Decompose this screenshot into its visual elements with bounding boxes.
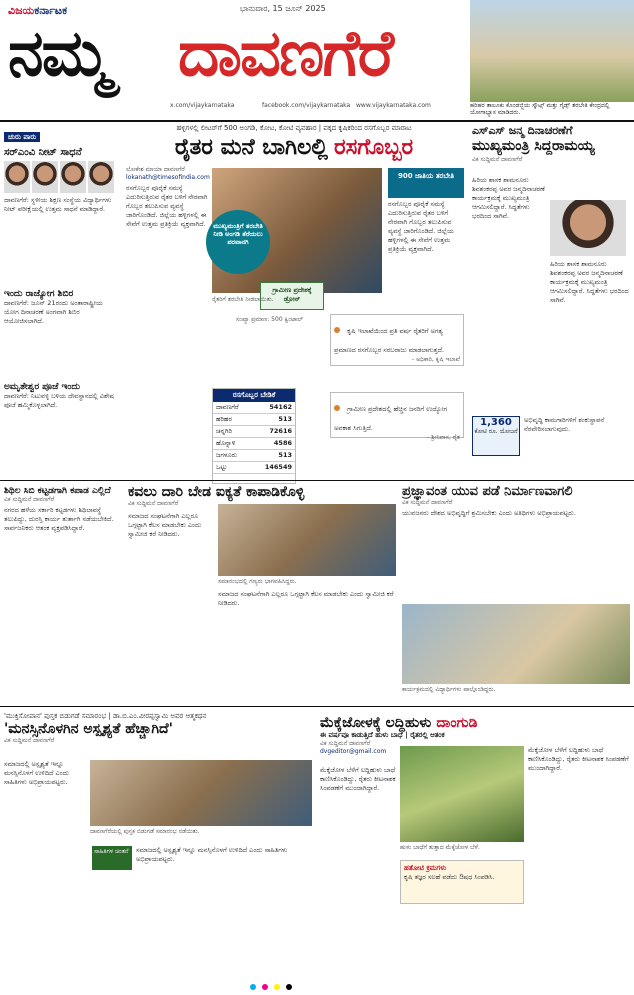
mid-right-caption: ಕಾರ್ಯಕ್ರಮದಲ್ಲಿ ವಿದ್ಯಾರ್ಥಿಗಳು ಪಾಲ್ಗೊಂಡಿದ್ದರು.: [402, 686, 496, 693]
mid-right-body: ಯುವಜನರು ದೇಶದ ಅಭಿವೃದ್ಧಿಗೆ ಶ್ರಮಿಸಬೇಕು ಎಂದು ಅತಿಥಿಗಳು ಅಭಿಪ್ರಾಯಪಟ್ಟರು.: [402, 509, 576, 517]
quote-1-text: ಕೃಷಿ ಇಲಾಖೆಯಿಂದ ಪ್ರತಿ ವರ್ಷ ರೈತರಿಗೆ ಅಗತ್ಯ ಪ್ರಮಾಣದ ರಸಗೊಬ್ಬರ ಸರಬರಾಜು ಮಾಡಲಾಗುತ್ತದೆ.: [334, 327, 445, 354]
mid-center-headline: ಕವಲು ದಾರಿ ಬೇಡ ಐಕ್ಯತೆ ಕಾಪಾಡಿಕೊಳ್ಳಿ: [128, 484, 305, 500]
row-value: 72616: [269, 427, 292, 435]
lead-body: ರಸಗೊಬ್ಬರ ಪೂರೈಕೆ ಸಮಸ್ಯೆ ಎದುರಿಸುತ್ತಿರುವ ರೈತರ ಬಳಿಗೆ ನೇರವಾಗಿ ಗೊಬ್ಬರ ತಲುಪಿಸುವ ವ್ಯವಸ್ಥೆ ಜಾರಿಗೊಂಡಿದೆ. ಜಿಲ್ಲೆಯ ಹಳ್ಳಿಗಳಲ್ಲಿ ಈ ಸೇವೆಗೆ ಉತ್ತಮ ಪ್ರತಿಕ್ರಿಯೆ ವ್ಯಕ್ತವಾಗಿದೆ.: [126, 184, 208, 228]
lead-byline: ಲೋಕೇಶ ಮಾಯಾ ದಾವಣಗೆರೆ: [126, 166, 185, 173]
right-body-2: ಹಿರಿಯ ಶಾಸಕ ಶಾಮನೂರು ಶಿವಶಂಕರಪ್ಪ ಅವರ ಜನ್ಮದಿನಾಚರಣೆ ಕಾರ್ಯಕ್ರಮಕ್ಕೆ ಮುಖ್ಯಮಂತ್ರಿ ಆಗಮಿಸಲಿದ್ದಾರೆ. ಸಿದ್ಧತೆಗಳು ಭರದಿಂದ ಸಾಗಿವೆ.: [550, 260, 629, 304]
right-headline: ಮುಖ್ಯಮಂತ್ರಿ ಸಿದ್ದರಾಮಯ್ಯ: [472, 138, 595, 154]
student-photo: [88, 161, 114, 193]
black-mark: [286, 984, 292, 990]
student-photo: [60, 161, 86, 193]
row-value: 513: [278, 451, 292, 459]
section-tag: ಚುರು ಪಾರು: [4, 132, 40, 142]
row-district: ಚನ್ನಗಿರಿ: [216, 427, 232, 435]
table-row: [213, 462, 295, 474]
bottom-left-photo: [90, 760, 312, 826]
mid-center-body: ಸಮಾಜದ ಸಂಘಟನೆಗಾಗಿ ಎಲ್ಲರೂ ಒಗ್ಗಟ್ಟಾಗಿ ಕೆಲಸ ಮಾಡಬೇಕು ಎಂದು ಸ್ವಾಮೀಜಿ ಕರೆ ನೀಡಿದರು.: [128, 512, 202, 538]
lead-email[interactable]: lokanath@timesofindia.com: [126, 174, 210, 181]
magenta-mark: [262, 984, 268, 990]
print-marks: [250, 984, 294, 990]
hero-caption: ಹರಿಹರ ತಾಲೂಕು ಕೊಂಡಜ್ಜಿಯ ಸ್ಕೌಟ್ಸ್ ಮತ್ತು ಗೈಡ್ಸ್ ತರಬೇತಿ ಕೇಂದ್ರದಲ್ಲಿ ಯೋಗಾಭ್ಯಾಸ ಮಾಡಿದರು.: [470, 102, 610, 117]
lead-headline-highlight: ರಸಗೊಬ್ಬರ: [333, 135, 414, 160]
table-row: [213, 414, 295, 426]
bottom-right-photo: [400, 746, 524, 842]
bottom-left-callout: ಸಾಹಿತಿಗಳ ಚಿಂತನೆ: [92, 846, 132, 870]
bottom-right-subhead: ಈ ವರ್ಷವೂ ಕಾಡುತ್ತಿದೆ ಹುಳು ಬಾಧೆ | ರೈತರಲ್ಲಿ ಆತಂಕ: [320, 731, 445, 739]
lead-kicker: ಹಳ್ಳಿಗಳಲ್ಲಿ ಲೀಟರ್‌ಗೆ 500 ಅಂಗಡಿ, ಕೋಟ, ಕೋಟಿ ವ್ಯವಹಾರ | ಪಕ್ಕದ ಕೃಷಿಕರಿಂದ ರಸಗೊಬ್ಬರ ಮಾರಾಟ: [176, 124, 412, 132]
left-body-2: ದಾವಣಗೆರೆ: ಜೂನ್ 21ರಂದು ಅಂತಾರಾಷ್ಟ್ರೀಯ ಯೋಗ ದಿನಾಚರಣೆ ಅಂಗವಾಗಿ ಶಿಬಿರ ಆಯೋಜಿಸಲಾಗಿದೆ.: [4, 299, 103, 325]
brand-name: ವಿಜಯಕರ್ನಾಟಕ: [8, 4, 68, 17]
right-body: ಹಿರಿಯ ಶಾಸಕ ಶಾಮನೂರು ಶಿವಶಂಕರಪ್ಪ ಅವರ ಜನ್ಮದಿನಾಚರಣೆ ಕಾರ್ಯಕ್ರಮಕ್ಕೆ ಮುಖ್ಯಮಂತ್ರಿ ಆಗಮಿಸಲಿದ್ದಾರೆ. ಸಿದ್ಧತೆಗಳು ಭರದಿಂದ ಸಾಗಿವೆ.: [472, 176, 545, 220]
tip-text: ಕೃಷಿ ತಜ್ಞರ ಸಲಹೆ ಪಡೆದು ಔಷಧ ಸಿಂಪಡಿಸಿ.: [404, 873, 495, 881]
right-stat: [472, 416, 520, 456]
left-column: [4, 124, 116, 479]
table-row: [213, 402, 295, 414]
mid-left-headline: ಶಿಥಿಲ ಸಿಬಿ ಕಟ್ಟಡಗಾಗಿ ಕಪಾಡ ಎಲ್ಲಿದೆ: [4, 486, 111, 496]
bottom-right-headline-highlight: ದಾಂಗುಡಿ: [436, 715, 478, 731]
student-photo: [32, 161, 58, 193]
mid-left-body: ನಗರದ ಹಳೆಯ ಸರ್ಕಾರಿ ಕಟ್ಟಡಗಳು ಶಿಥಿಲಾವಸ್ಥೆ ತಲುಪಿದ್ದು, ದುರಸ್ತಿ ಕಾರ್ಯ ತುರ್ತಾಗಿ ನಡೆಯಬೇಕಿದೆ. ಸಾರ್ವಜನಿಕರು ಆತಂಕ ವ್ಯಕ್ತಪಡಿಸಿದ್ದಾರೆ.: [4, 506, 114, 532]
cyan-mark: [250, 984, 256, 990]
row-value: 146549: [264, 463, 292, 471]
table-row: [213, 426, 295, 438]
social-facebook[interactable]: facebook.com/vijaykarnataka: [262, 102, 351, 109]
mid-center-caption: ಸಮಾರಂಭದಲ್ಲಿ ಗಣ್ಯರು ಭಾಗವಹಿಸಿದ್ದರು.: [218, 578, 297, 585]
mid-center-photo: [218, 504, 396, 576]
row-district: ದಾವಣಗೆರೆ: [216, 403, 239, 411]
mid-left-byline: ವಿಕ ಸುದ್ದಿಮನೆ ದಾವಣಗೆರೆ: [4, 496, 55, 503]
bottom-left-kicker: 'ಮುಕ್ತಿಸೋಪಾನ' ಪುಸ್ತಕ ಬಿಡುಗಡೆ ಸಮಾರಂಭ | ಡಾ.ಬಿ.ಎಂ.ವೀರಪ್ಪಸ್ವಾಮಿ ಅವರ ಆತ್ಮಕಥನ: [4, 712, 207, 720]
lead-story: [124, 124, 464, 160]
right-kicker: ಎಸ್ಎಸ್ ಜನ್ಮ ದಿನಾಚರಣೆಗೆ: [472, 124, 573, 137]
row-district: ಒಟ್ಟು: [216, 463, 228, 471]
right-story: [472, 124, 630, 164]
mid-right-story: [402, 484, 630, 605]
right-stat-number: 1,360: [480, 417, 512, 428]
mid-center-body-2: ಸಮಾಜದ ಸಂಘಟನೆಗಾಗಿ ಎಲ್ಲರೂ ಒಗ್ಗಟ್ಟಾಗಿ ಕೆಲಸ ಮಾಡಬೇಕು ಎಂದು ಸ್ವಾಮೀಜಿ ಕರೆ ನೀಡಿದರು.: [218, 590, 394, 607]
lead-stat-box: 900 ಜಾತಿಯ ತರಬೇತಿ: [388, 168, 464, 198]
right-stat-label: ಕೋಟಿ ರೂ. ಯೋಜನೆ: [474, 428, 518, 435]
yellow-mark: [274, 984, 280, 990]
lead-bubble: ಮುಖ್ಯಮಂತ್ರಿಗೆ ತರಬೇತಿ ನೀಡಿ ಅಂಗಡಿ ತೆರೆಯಲು ಪರವಾನಗಿ: [206, 210, 270, 274]
quote-1: [330, 314, 464, 366]
bottom-left-story: [4, 712, 314, 745]
mid-right-photo: [402, 604, 630, 684]
left-body-3: ದಾವಣಗೆರೆ: ನಿಟುವಳ್ಳಿ ಬಳಿಯ ದೇವಸ್ಥಾನದಲ್ಲಿ ವಿಶೇಷ ಪೂಜೆ ಹಮ್ಮಿಕೊಳ್ಳಲಾಗಿದೆ.: [4, 392, 115, 409]
bottom-left-caption: ದಾವಣಗೆರೆಯಲ್ಲಿ ಪುಸ್ತಕ ಬಿಡುಗಡೆ ಸಮಾರಂಭ ನಡೆಯಿತು.: [90, 828, 200, 835]
bottom-left-body: ಸಮಾಜದಲ್ಲಿ ಅಸ್ಪೃಶ್ಯತೆ ಇನ್ನೂ ಮನಸ್ಸಿನೊಳಗೆ ಉಳಿದಿದೆ ಎಂದು ಸಾಹಿತಿಗಳು ಅಭಿಪ್ರಾಯಪಟ್ಟರು.: [4, 760, 69, 786]
table-row: [213, 438, 295, 450]
social-web[interactable]: www.vijaykarnataka.com: [356, 102, 431, 109]
social-x[interactable]: x.com/vijaykarnataka: [170, 102, 235, 109]
lead-badge: ಗ್ರಾಮೀಣ ಪ್ರದೇಶಕ್ಕೆ ಡ್ರೋನ್: [260, 282, 324, 310]
mid-center-byline: ವಿಕ ಸುದ್ದಿಮನೆ ದಾವಣಗೆರೆ: [128, 500, 179, 507]
quote-2: [330, 392, 464, 441]
table-body: [213, 402, 295, 474]
dateline: ಭಾನುವಾರ, 15 ಜೂನ್ 2025: [240, 4, 326, 13]
bottom-left-body-2: ಸಮಾಜದಲ್ಲಿ ಅಸ್ಪೃಶ್ಯತೆ ಇನ್ನೂ ಮನಸ್ಸಿನೊಳಗೆ ಉಳಿದಿದೆ ಎಂದು ಸಾಹಿತಿಗಳು ಅಭಿಪ್ರಾಯಪಟ್ಟರು.: [136, 846, 288, 863]
hero-photo: [470, 0, 634, 102]
lead-side-body: ರಸಗೊಬ್ಬರ ಪೂರೈಕೆ ಸಮಸ್ಯೆ ಎದುರಿಸುತ್ತಿರುವ ರೈತರ ಬಳಿಗೆ ನೇರವಾಗಿ ಗೊಬ್ಬರ ತಲುಪಿಸುವ ವ್ಯವಸ್ಥೆ ಜಾರಿಗೊಂಡಿದೆ. ಜಿಲ್ಲೆಯ ಹಳ್ಳಿಗಳಲ್ಲಿ ಈ ಸೇವೆಗೆ ಉತ್ತಮ ಪ್ರತಿಕ್ರಿಯೆ ವ್ಯಕ್ತವಾಗಿದೆ.: [388, 200, 454, 253]
table-row: [213, 450, 295, 462]
bottom-left-headline: 'ಮನಸ್ಸಿನೊಳಗಿನ ಅಸ್ಪೃಶ್ಯತೆ ಹೆಚ್ಚಾಗಿದೆ': [4, 721, 173, 737]
row-district: ಹರಿಹರ: [216, 415, 232, 423]
bottom-right-tip: [400, 860, 524, 904]
bottom-left-byline: ವಿಕ ಸುದ್ದಿಮನೆ ದಾವಣಗೆರೆ: [4, 737, 55, 744]
logo-left: ನಮ್ಮ: [8, 17, 110, 91]
lead-photo-caption: ರೈತರಿಗೆ ತರಬೇತಿ ನೀಡಲಾಯಿತು.: [212, 296, 274, 303]
district-table: [212, 388, 296, 484]
bottom-right-caption: ಹುಳು ಬಾಧೆಗೆ ತುತ್ತಾದ ಮೆಕ್ಕೆಜೋಳ ಬೆಳೆ.: [400, 844, 480, 851]
left-headline-3: ಅಮೃತೇಶ್ವರ ಪೂಜೆ ಇಂದು: [4, 382, 81, 392]
left-body-1: ದಾವಣಗೆರೆ: ಸ್ಥಳೀಯ ಶಿಕ್ಷಣ ಸಂಸ್ಥೆಯ ವಿದ್ಯಾರ್ಥಿಗಳು ನೀಟ್ ಪರೀಕ್ಷೆಯಲ್ಲಿ ಉತ್ತಮ ಸಾಧನೆ ಮಾಡಿದ್ದಾರೆ.: [4, 196, 112, 213]
row-value: 4586: [273, 439, 292, 447]
mid-left-story: [4, 486, 122, 696]
quote-icon: [334, 405, 340, 411]
logo-right: ದಾವಣಗೆರೆ: [178, 17, 392, 91]
student-photo: [4, 161, 30, 193]
left-headline-1: ಸರ್‌ಎಂವಿ ನೀಟ್ ಸಾಧನೆ: [4, 147, 82, 158]
bottom-right-email[interactable]: dvgeditor@gmail.com: [320, 748, 387, 755]
cm-photo: [550, 200, 626, 256]
mid-right-headline: ಪ್ರಜ್ಞಾವಂತ ಯುವ ಪಡೆ ನಿರ್ಮಾಣವಾಗಲಿ: [402, 484, 573, 499]
quote-2-author: - ಶ್ರೀನಿವಾಸ, ರೈತ: [427, 434, 460, 441]
bottom-right-body-2: ಮೆಕ್ಕೆಜೋಳ ಬೆಳೆಗೆ ಲದ್ದಿಹುಳು ಬಾಧೆ ಕಾಣಿಸಿಕೊಂಡಿದ್ದು, ರೈತರು ಕೀಟನಾಶಕ ಸಿಂಪಡಣೆಗೆ ಮುಂದಾಗಿದ್ದಾರೆ.: [528, 746, 629, 772]
right-stat-text: ಅಭಿವೃದ್ಧಿ ಕಾಮಗಾರಿಗಳಿಗೆ ಶಂಕುಸ್ಥಾಪನೆ ನೆರವೇರಿಸಲಾಗುವುದು.: [524, 416, 605, 433]
right-byline: ವಿಕ ಸುದ್ದಿಮನೆ ದಾವಣಗೆರೆ: [472, 156, 523, 163]
lead-info: ಸಂಖ್ಯಾ ಪ್ರಮಾಣ: 500 ಕ್ವಿಂಟಾಲ್: [236, 316, 303, 323]
bottom-right-body: ಮೆಕ್ಕೆಜೋಳ ಬೆಳೆಗೆ ಲದ್ದಿಹುಳು ಬಾಧೆ ಕಾಣಿಸಿಕೊಂಡಿದ್ದು, ರೈತರು ಕೀಟನಾಶಕ ಸಿಂಪಡಣೆಗೆ ಮುಂದಾಗಿದ್ದಾರೆ.: [320, 766, 396, 792]
quote-2-text: ಗ್ರಾಮೀಣ ಪ್ರದೇಶದಲ್ಲಿ ಹೆಚ್ಚಿನ ಜನರಿಗೆ ಉದ್ಯೋಗ ಅವಕಾಶ ಸಿಗುತ್ತಿದೆ.: [334, 405, 448, 432]
masthead-rule: [0, 120, 634, 122]
table-title: ರಸಗೊಬ್ಬರ ಬೇಡಿಕೆ: [213, 389, 295, 402]
left-headline-2: ಇಂದು ರಾಜ್ಯೋಗ ಶಿಬಿರ: [4, 289, 74, 299]
lead-headline: ರೈತರ ಮನೆ ಬಾಗಿಲಲ್ಲಿ: [174, 135, 328, 160]
section-divider: [0, 706, 634, 707]
section-divider: [0, 480, 634, 481]
quote-1-author: - ಅಧಿಕಾರಿ, ಕೃಷಿ ಇಲಾಖೆ: [412, 356, 460, 363]
bottom-right-byline: ವಿಕ ಸುದ್ದಿಮನೆ ದಾವಣಗೆರೆ: [320, 740, 371, 747]
row-value: 54162: [269, 403, 292, 411]
row-district: ಜಗಳೂರು: [216, 451, 238, 459]
row-value: 513: [278, 415, 292, 423]
bottom-right-headline: ಮೆಕ್ಕೆಜೋಳಕ್ಕೆ ಲದ್ದಿಹುಳು: [320, 715, 432, 731]
tip-title: ಹತೋಟಿ ಕ್ರಮಗಳು: [404, 864, 447, 872]
quote-icon: [334, 327, 340, 333]
row-district: ಹೊನ್ನಾಳಿ: [216, 439, 236, 447]
masthead: [0, 0, 634, 120]
mid-right-byline: ವಿಕ ಸುದ್ದಿಮನೆ ದಾವಣಗೆರೆ: [402, 499, 453, 506]
